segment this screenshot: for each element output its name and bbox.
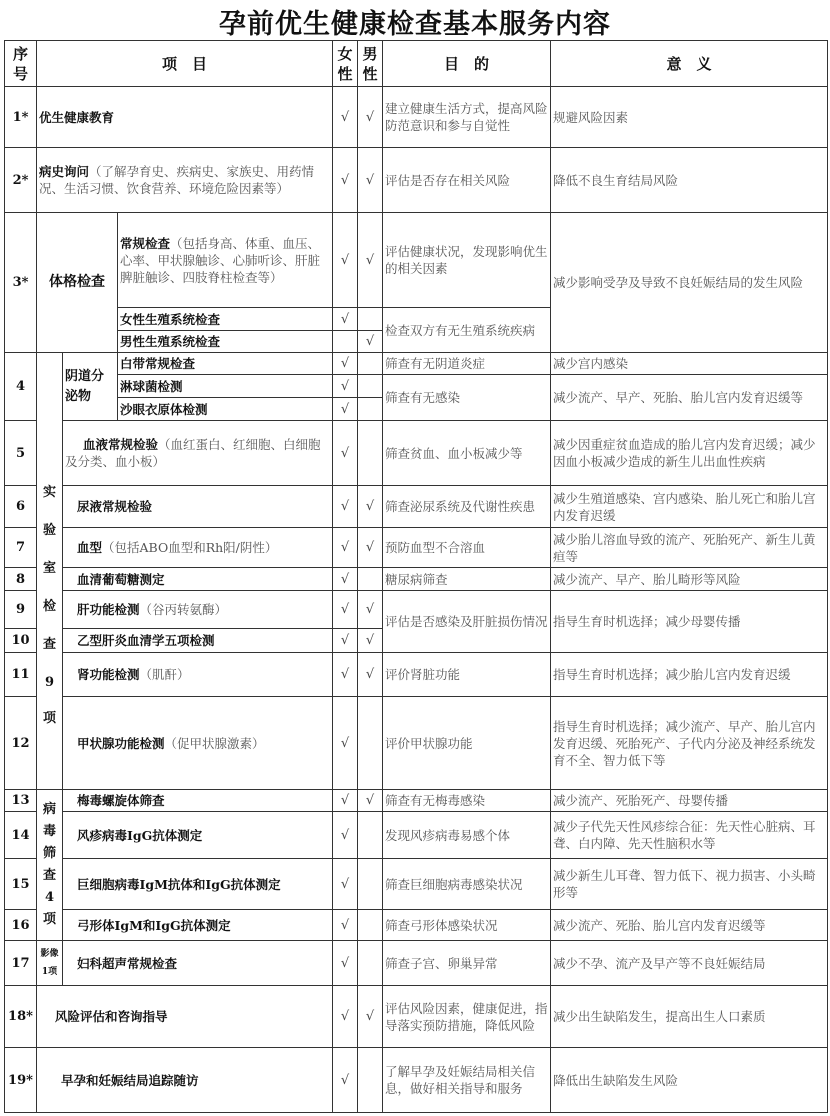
female-check-empty (333, 331, 358, 353)
table-row (5, 986, 828, 1048)
table-row (5, 421, 828, 486)
male-check-empty (358, 1048, 383, 1113)
table-row (5, 941, 828, 986)
row-item-note: （包括身高、体重、血压、心率、甲状腺触诊、心肺听诊、肝脏脾脏触诊、四肢脊柱检查等） (120, 235, 321, 285)
row-item: 血清葡萄糖测定 (63, 568, 333, 591)
row-number: 4 (5, 353, 37, 421)
row-number: 13 (5, 790, 37, 812)
row-item-cell (37, 148, 333, 213)
male-check: √ (358, 528, 383, 568)
row-number: 5 (5, 421, 37, 486)
row-number: 18* (5, 986, 37, 1048)
row-meaning: 减少新生儿耳聋、智力低下、视力损害、小头畸形等 (551, 859, 828, 910)
row-purpose: 筛查贫血、血小板减少等 (383, 421, 551, 486)
female-check: √ (333, 148, 358, 213)
row-item: 乙型肝炎血清学五项检测 (63, 629, 333, 653)
table-row (5, 591, 828, 629)
row-item: 妇科超声常规检查 (63, 941, 333, 986)
female-check: √ (333, 941, 358, 986)
row-item: 淋球菌检测 (118, 375, 333, 398)
row-number: 3* (5, 213, 37, 353)
row-meaning: 减少流产、早产、死胎、胎儿宫内发育迟缓等 (551, 375, 828, 421)
group-label-vaginal: 阴道分泌物 (63, 353, 118, 421)
female-check: √ (333, 986, 358, 1048)
male-check: √ (358, 331, 383, 353)
row-purpose: 评估风险因素，健康促进，指导落实预防措施，降低风险 (383, 986, 551, 1048)
female-check: √ (333, 213, 358, 308)
group-char: 项 (42, 912, 56, 927)
row-number: 19* (5, 1048, 37, 1113)
female-check: √ (333, 375, 358, 398)
row-number: 12 (5, 697, 37, 790)
row-item: 肾功能检测 (77, 667, 140, 682)
male-check-empty (358, 308, 383, 331)
row-number: 8 (5, 568, 37, 591)
row-purpose: 糖尿病筛查 (383, 568, 551, 591)
group-char: 1项 (41, 967, 58, 977)
group-label-lab (37, 353, 63, 790)
row-item-note: （谷丙转氨酶） (139, 602, 228, 617)
male-check-empty (358, 398, 383, 421)
group-char: 查 (42, 637, 56, 652)
row-item: 早孕和妊娠结局追踪随访 (37, 1048, 333, 1113)
female-check: √ (333, 398, 358, 421)
table-row (5, 910, 828, 941)
female-check: √ (333, 812, 358, 859)
row-purpose: 筛查泌尿系统及代谢性疾患 (383, 486, 551, 528)
row-purpose: 了解早孕及妊娠结局相关信息，做好相关指导和服务 (383, 1048, 551, 1113)
row-purpose: 发现风疹病毒易感个体 (383, 812, 551, 859)
male-check-empty (358, 859, 383, 910)
service-table (4, 40, 828, 790)
group-char: 毒 (42, 824, 56, 839)
row-meaning: 减少流产、死胎死产、母婴传播 (551, 790, 828, 812)
row-number: 10 (5, 629, 37, 653)
row-number: 16 (5, 910, 37, 941)
male-check-empty (358, 697, 383, 790)
row-item: 风疹病毒IgG抗体测定 (63, 812, 333, 859)
row-meaning: 减少不孕、流产及早产等不良妊娠结局 (551, 941, 828, 986)
female-check: √ (333, 629, 358, 653)
row-meaning: 指导生育时机选择；减少胎儿宫内发育迟缓 (551, 653, 828, 697)
table-row (5, 375, 828, 398)
male-check: √ (358, 629, 383, 653)
page-title: 孕前优生健康检查基本服务内容 (219, 9, 611, 40)
row-purpose: 筛查巨细胞病毒感染状况 (383, 859, 551, 910)
header-female: 女性 (333, 41, 358, 87)
row-item-cell (63, 421, 333, 486)
row-meaning: 减少因重症贫血造成的胎儿宫内发育迟缓；减少因血小板减少造成的新生儿出血性疾病 (551, 421, 828, 486)
row-purpose: 筛查弓形体感染状况 (383, 910, 551, 941)
row-item-cell (63, 591, 333, 629)
row-item: 白带常规检查 (118, 353, 333, 375)
row-number: 15 (5, 859, 37, 910)
service-table-continued (4, 789, 828, 1113)
male-check: √ (358, 148, 383, 213)
row-item: 甲状腺功能检测 (77, 735, 165, 751)
row-meaning: 规避风险因素 (551, 87, 828, 148)
row-purpose: 筛查有无阴道炎症 (383, 353, 551, 375)
row-purpose: 筛查有无梅毒感染 (383, 790, 551, 812)
female-check: √ (333, 790, 358, 812)
group-char: 室 (42, 561, 56, 576)
row-meaning: 降低不良生育结局风险 (551, 148, 828, 213)
row-item-note: （血红蛋白、红细胞、白细胞及分类、血小板） (65, 437, 321, 469)
row-meaning: 指导生育时机选择；减少母婴传播 (551, 591, 828, 653)
row-purpose: 评估是否感染及肝脏损伤情况 (383, 591, 551, 653)
female-check: √ (333, 697, 358, 790)
female-check: √ (333, 568, 358, 591)
female-check: √ (333, 653, 358, 697)
male-check: √ (358, 87, 383, 148)
row-meaning: 减少流产、早产、胎儿畸形等风险 (551, 568, 828, 591)
row-purpose: 评价肾脏功能 (383, 653, 551, 697)
row-meaning: 减少流产、死胎、胎儿宫内发育迟缓等 (551, 910, 828, 941)
female-check: √ (333, 87, 358, 148)
row-number: 9 (5, 591, 37, 629)
table-row (5, 148, 828, 213)
row-number: 6 (5, 486, 37, 528)
row-item: 风险评估和咨询指导 (37, 986, 333, 1048)
row-purpose: 检查双方有无生殖系统疾病 (383, 308, 551, 353)
row-meaning: 减少胎儿溶血导致的流产、死胎死产、新生儿黄疸等 (551, 528, 828, 568)
group-char: 影像 (40, 949, 59, 959)
male-check: √ (358, 591, 383, 629)
row-number: 2* (5, 148, 37, 213)
group-char: 9 (44, 675, 55, 690)
table-row (5, 697, 828, 790)
header-meaning: 意 义 (551, 41, 828, 87)
header-item: 项 目 (37, 41, 333, 87)
table-row (5, 528, 828, 568)
group-label-virus (37, 790, 63, 941)
female-check: √ (333, 353, 358, 375)
row-purpose: 筛查有无感染 (383, 375, 551, 421)
row-meaning: 减少生殖道感染、宫内感染、胎儿死亡和胎儿宫内发育迟缓 (551, 486, 828, 528)
group-char: 验 (42, 523, 56, 538)
row-item-cell (63, 653, 333, 697)
row-meaning: 减少出生缺陷发生，提高出生人口素质 (551, 986, 828, 1048)
row-item: 巨细胞病毒IgM抗体和IgG抗体测定 (63, 859, 333, 910)
female-check: √ (333, 421, 358, 486)
row-item: 优生健康教育 (37, 87, 333, 148)
group-char: 筛 (42, 846, 56, 861)
male-check-empty (358, 812, 383, 859)
header-no: 序号 (5, 41, 37, 87)
row-item: 弓形体IgM和IgG抗体测定 (63, 910, 333, 941)
group-char: 项 (42, 711, 56, 726)
male-check-empty (358, 910, 383, 941)
row-purpose: 建立健康生活方式，提高风险防范意识和参与自觉性 (383, 87, 551, 148)
table-row (5, 859, 828, 910)
row-purpose: 筛查子宫、卵巢异常 (383, 941, 551, 986)
row-purpose: 预防血型不合溶血 (383, 528, 551, 568)
male-check-empty (358, 568, 383, 591)
male-check: √ (358, 213, 383, 308)
row-number: 7 (5, 528, 37, 568)
row-item: 常规检查 (120, 235, 171, 251)
male-check-empty (358, 941, 383, 986)
male-check: √ (358, 790, 383, 812)
row-item-note: （促甲状腺激素） (164, 735, 265, 751)
row-item: 梅毒螺旋体筛查 (63, 790, 333, 812)
group-char: 检 (42, 599, 56, 614)
row-meaning: 降低出生缺陷发生风险 (551, 1048, 828, 1113)
table-row (5, 568, 828, 591)
male-check-empty (358, 353, 383, 375)
header-male: 男性 (358, 41, 383, 87)
row-item: 血液常规检验 (83, 437, 159, 452)
male-check-empty (358, 375, 383, 398)
table-row (5, 1048, 828, 1113)
row-purpose: 评估是否存在相关风险 (383, 148, 551, 213)
row-meaning: 减少影响受孕及导致不良妊娠结局的发生风险 (551, 213, 828, 353)
group-char: 查 (42, 868, 56, 883)
row-item: 肝功能检测 (77, 602, 140, 617)
female-check: √ (333, 1048, 358, 1113)
male-check: √ (358, 486, 383, 528)
table-row (5, 812, 828, 859)
table-row (5, 213, 828, 308)
row-number: 14 (5, 812, 37, 859)
row-item: 血型 (77, 540, 103, 555)
row-number: 11 (5, 653, 37, 697)
row-item-cell (118, 213, 333, 308)
table-row (5, 790, 828, 812)
row-item: 沙眼衣原体检测 (118, 398, 333, 421)
table-row (5, 653, 828, 697)
row-item-note: （包括ABO血型和Rh阳/阴性） (102, 540, 278, 555)
group-char: 病 (42, 802, 56, 817)
female-check: √ (333, 486, 358, 528)
group-char: 4 (44, 890, 55, 905)
female-check: √ (333, 910, 358, 941)
row-item-note: （肌酐） (139, 667, 190, 682)
table-row (5, 486, 828, 528)
header-purpose: 目 的 (383, 41, 551, 87)
row-meaning: 指导生育时机选择；减少流产、早产、胎儿宫内发育迟缓、死胎死产、子代内分泌及神经系统发育不全、智力低下等 (551, 697, 828, 790)
row-meaning: 减少子代先天性风疹综合征：先天性心脏病、耳聋、白内障、先天性脑积水等 (551, 812, 828, 859)
female-check: √ (333, 528, 358, 568)
row-item: 病史询问 (39, 164, 90, 179)
table-row (5, 353, 828, 375)
row-item: 男性生殖系统检查 (118, 331, 333, 353)
row-item: 女性生殖系统检查 (118, 308, 333, 331)
row-item-cell (63, 697, 333, 790)
row-purpose: 评估健康状况，发现影响优生的相关因素 (383, 213, 551, 308)
female-check: √ (333, 591, 358, 629)
row-item: 尿液常规检验 (63, 486, 333, 528)
male-check: √ (358, 986, 383, 1048)
group-label-physical: 体格检查 (37, 213, 118, 353)
row-item-cell (63, 528, 333, 568)
female-check: √ (333, 308, 358, 331)
row-item-note: （了解孕育史、疾病史、家族史、用药情况、生活习惯、饮食营养、环境危险因素等） (39, 164, 315, 196)
group-char: 实 (42, 485, 56, 500)
male-check-empty (358, 421, 383, 486)
male-check: √ (358, 653, 383, 697)
group-label-imaging (37, 941, 63, 986)
table-row (5, 87, 828, 148)
row-number: 1* (5, 87, 37, 148)
female-check: √ (333, 859, 358, 910)
row-meaning: 减少宫内感染 (551, 353, 828, 375)
row-number: 17 (5, 941, 37, 986)
table-header-row (5, 41, 828, 87)
row-purpose: 评价甲状腺功能 (383, 697, 551, 790)
